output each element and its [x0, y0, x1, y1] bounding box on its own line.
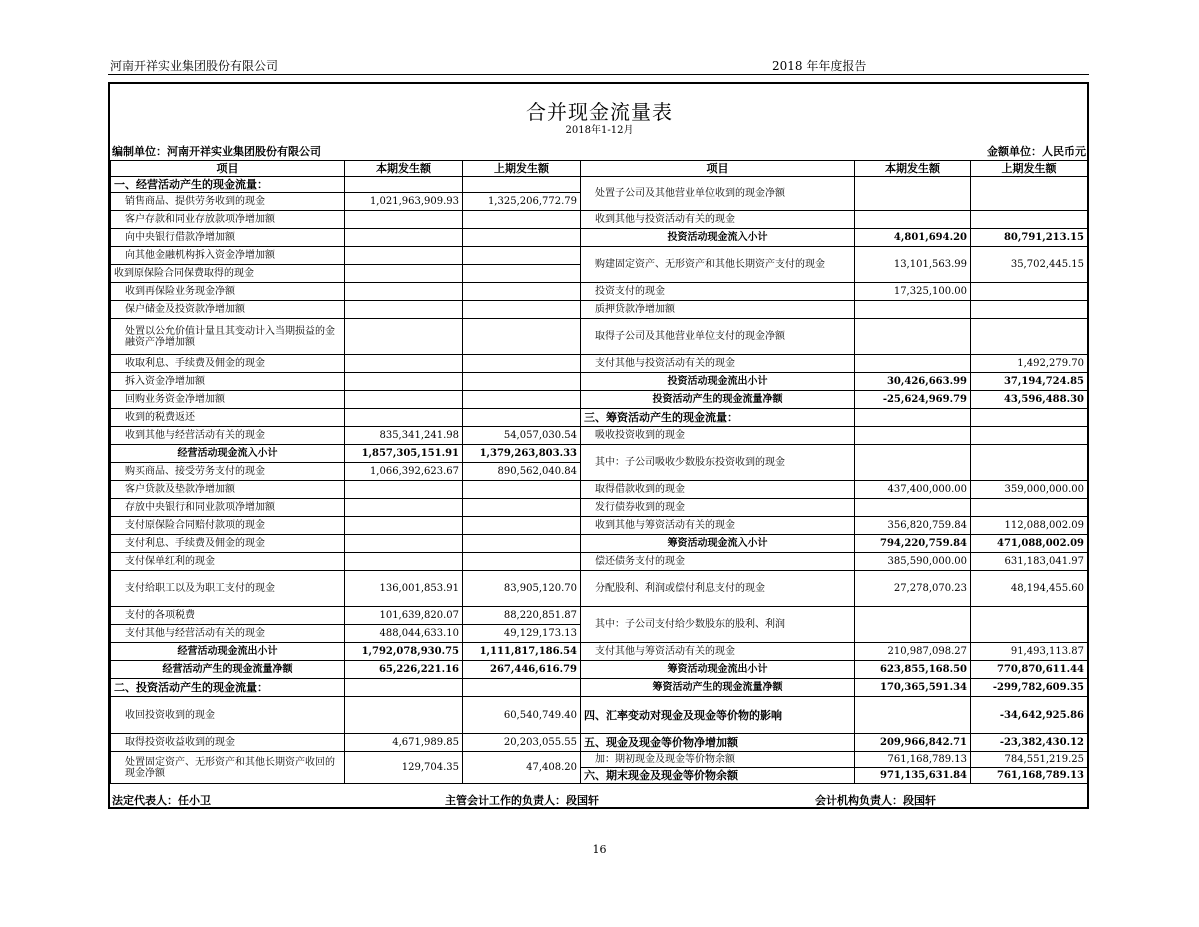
row-prior: 80,791,213.15 — [971, 229, 1088, 247]
row-label: 向其他金融机构拆入资金净增加额 — [111, 247, 345, 265]
row-current — [345, 499, 463, 517]
row-prior: 37,194,724.85 — [971, 373, 1088, 391]
table-row — [111, 697, 1088, 734]
table-row — [111, 301, 1088, 319]
row-label: 收取利息、手续费及佣金的现金 — [111, 355, 345, 373]
row-prior: 60,540,749.40 — [463, 697, 581, 734]
row-prior — [971, 283, 1088, 301]
row-label: 支付其他与经营活动有关的现金 — [111, 625, 345, 643]
row-prior — [971, 427, 1088, 445]
row-prior — [463, 373, 581, 391]
row-label: 投资支付的现金 — [581, 283, 855, 301]
row-current: 4,671,989.85 — [345, 734, 463, 752]
row-prior — [971, 177, 1088, 211]
row-prior — [463, 481, 581, 499]
row-prior — [971, 409, 1088, 427]
row-label: 发行债券收到的现金 — [581, 499, 855, 517]
row-prior — [463, 517, 581, 535]
row-label: 经营活动产生的现金流量净额 — [111, 661, 345, 679]
row-current — [345, 391, 463, 409]
row-current: 136,001,853.91 — [345, 571, 463, 607]
row-current — [855, 177, 971, 211]
row-label: 支付原保险合同赔付款项的现金 — [111, 517, 345, 535]
row-label: 处置固定资产、无形资产和其他长期资产收回的现金净额 — [111, 752, 345, 784]
signature-legal-rep: 法定代表人：任小卫 — [112, 794, 211, 807]
row-prior — [463, 391, 581, 409]
row-current: 794,220,759.84 — [855, 535, 971, 553]
row-current: 30,426,663.99 — [855, 373, 971, 391]
row-prior — [971, 607, 1088, 643]
row-label: 取得子公司及其他营业单位支付的现金净额 — [581, 319, 855, 355]
row-prior: 471,088,002.09 — [971, 535, 1088, 553]
row-current — [345, 679, 463, 697]
row-current — [345, 355, 463, 373]
col-header-current: 本期发生额 — [345, 161, 463, 177]
row-current: 101,639,820.07 — [345, 607, 463, 625]
table-row — [111, 643, 1088, 661]
row-current — [345, 553, 463, 571]
row-prior: 112,088,002.09 — [971, 517, 1088, 535]
row-current — [345, 229, 463, 247]
row-prior: 1,325,206,772.79 — [463, 193, 581, 211]
row-current — [855, 409, 971, 427]
row-current: 170,365,591.34 — [855, 679, 971, 697]
row-prior: 890,562,040.84 — [463, 463, 581, 481]
row-label: 支付其他与筹资活动有关的现金 — [581, 643, 855, 661]
table-row — [111, 752, 1088, 768]
row-prior: 1,492,279.70 — [971, 355, 1088, 373]
col-header-current: 本期发生额 — [855, 161, 971, 177]
row-label: 销售商品、提供劳务收到的现金 — [111, 193, 345, 211]
table-row — [111, 283, 1088, 301]
signature-accounting-head: 主管会计工作的负责人：段国轩 — [445, 794, 599, 807]
row-current: 437,400,000.00 — [855, 481, 971, 499]
row-current: 835,341,241.98 — [345, 427, 463, 445]
table-row — [111, 177, 1088, 193]
row-current — [345, 177, 463, 193]
row-prior — [971, 445, 1088, 481]
row-current: 4,801,694.20 — [855, 229, 971, 247]
row-prior — [463, 265, 581, 283]
row-prior: 54,057,030.54 — [463, 427, 581, 445]
row-label: 处置以公允价值计量且其变动计入当期损益的金融资产净增加额 — [111, 319, 345, 355]
table-row — [111, 481, 1088, 499]
row-label: 支付给职工以及为职工支付的现金 — [111, 571, 345, 607]
cash-flow-table — [110, 160, 1088, 784]
row-prior: -299,782,609.35 — [971, 679, 1088, 697]
row-prior — [971, 499, 1088, 517]
row-prior — [971, 319, 1088, 355]
table-row — [111, 535, 1088, 553]
row-label: 支付保单红利的现金 — [111, 553, 345, 571]
table-row — [111, 499, 1088, 517]
row-prior: 88,220,851.87 — [463, 607, 581, 625]
row-label: 取得投资收益收到的现金 — [111, 734, 345, 752]
row-current: 1,792,078,930.75 — [345, 643, 463, 661]
row-label: 向中央银行借款净增加额 — [111, 229, 345, 247]
page-title: 合并现金流量表 — [526, 100, 673, 124]
table-row — [111, 517, 1088, 535]
row-current: 356,820,759.84 — [855, 517, 971, 535]
row-label: 二、投资活动产生的现金流量： — [111, 679, 345, 697]
row-label: 四、汇率变动对现金及现金等价物的影响 — [581, 697, 855, 734]
row-prior: 48,194,455.60 — [971, 571, 1088, 607]
row-label: 客户存款和同业存放款项净增加额 — [111, 211, 345, 229]
row-current — [345, 247, 463, 265]
prepared-by: 编制单位：河南开祥实业集团股份有限公司 — [112, 145, 321, 158]
row-prior — [463, 301, 581, 319]
report-period: 2018年1-12月 — [565, 125, 634, 136]
row-current — [345, 283, 463, 301]
row-current — [345, 301, 463, 319]
col-header-prior: 上期发生额 — [971, 161, 1088, 177]
row-label: 支付其他与投资活动有关的现金 — [581, 355, 855, 373]
row-prior: 784,551,219.25 — [971, 752, 1088, 768]
row-prior — [463, 319, 581, 355]
row-current — [345, 319, 463, 355]
row-label: 分配股利、利润或偿付利息支付的现金 — [581, 571, 855, 607]
row-prior: 631,183,041.97 — [971, 553, 1088, 571]
page-number: 16 — [592, 843, 607, 856]
row-label: 收回投资收到的现金 — [111, 697, 345, 734]
table-row — [111, 445, 1088, 463]
row-prior: 770,870,611.44 — [971, 661, 1088, 679]
row-current: 13,101,563.99 — [855, 247, 971, 283]
row-prior: 1,379,263,803.33 — [463, 445, 581, 463]
row-label: 投资活动现金流出小计 — [581, 373, 855, 391]
table-row — [111, 247, 1088, 265]
row-label: 收到其他与经营活动有关的现金 — [111, 427, 345, 445]
row-prior — [463, 177, 581, 193]
table-row — [111, 229, 1088, 247]
row-label: 筹资活动现金流出小计 — [581, 661, 855, 679]
row-current — [855, 301, 971, 319]
table-row — [111, 734, 1088, 752]
row-prior — [463, 535, 581, 553]
currency-unit: 金额单位：人民币元 — [987, 145, 1086, 158]
row-label: 取得借款收到的现金 — [581, 481, 855, 499]
header-company: 河南开祥实业集团股份有限公司 — [110, 59, 279, 73]
table-header-row — [111, 161, 1088, 177]
row-current — [345, 517, 463, 535]
row-label: 投资活动现金流入小计 — [581, 229, 855, 247]
table-row — [111, 409, 1088, 427]
table-row — [111, 679, 1088, 697]
row-prior: 1,111,817,186.54 — [463, 643, 581, 661]
table-row — [111, 607, 1088, 625]
row-label: 六、期末现金及现金等价物余额 — [581, 768, 855, 784]
row-current — [855, 211, 971, 229]
row-current — [855, 499, 971, 517]
row-prior — [463, 553, 581, 571]
col-header-prior: 上期发生额 — [463, 161, 581, 177]
row-prior: -34,642,925.86 — [971, 697, 1088, 734]
row-label: 拆入资金净增加额 — [111, 373, 345, 391]
row-label: 支付的各项税费 — [111, 607, 345, 625]
row-prior: 91,493,113.87 — [971, 643, 1088, 661]
signature-dept-head: 会计机构负责人：段国轩 — [815, 794, 936, 807]
row-current — [345, 697, 463, 734]
row-prior — [463, 229, 581, 247]
row-label: 回购业务资金净增加额 — [111, 391, 345, 409]
row-prior — [971, 301, 1088, 319]
table-row — [111, 373, 1088, 391]
row-current — [345, 481, 463, 499]
row-label: 三、筹资活动产生的现金流量： — [581, 409, 855, 427]
row-prior: 47,408.20 — [463, 752, 581, 784]
row-current — [855, 607, 971, 643]
row-label: 其中：子公司支付给少数股东的股利、利润 — [581, 607, 855, 643]
row-label: 客户贷款及垫款净增加额 — [111, 481, 345, 499]
header-rule — [108, 74, 1089, 75]
row-prior — [463, 283, 581, 301]
row-label: 一、经营活动产生的现金流量： — [111, 177, 345, 193]
row-label: 收到再保险业务现金净额 — [111, 283, 345, 301]
row-label: 支付利息、手续费及佣金的现金 — [111, 535, 345, 553]
row-label: 处置子公司及其他营业单位收到的现金净额 — [581, 177, 855, 211]
row-current: -25,624,969.79 — [855, 391, 971, 409]
row-label: 筹资活动现金流入小计 — [581, 535, 855, 553]
row-prior: 49,129,173.13 — [463, 625, 581, 643]
row-current: 385,590,000.00 — [855, 553, 971, 571]
row-label: 存放中央银行和同业款项净增加额 — [111, 499, 345, 517]
row-current — [855, 697, 971, 734]
row-prior — [463, 679, 581, 697]
row-current — [855, 319, 971, 355]
row-current — [345, 265, 463, 283]
row-label: 质押贷款净增加额 — [581, 301, 855, 319]
row-label: 收到其他与投资活动有关的现金 — [581, 211, 855, 229]
row-label: 五、现金及现金等价物净增加额 — [581, 734, 855, 752]
row-current: 27,278,070.23 — [855, 571, 971, 607]
row-prior — [463, 355, 581, 373]
row-label: 筹资活动产生的现金流量净额 — [581, 679, 855, 697]
table-row — [111, 211, 1088, 229]
row-current: 623,855,168.50 — [855, 661, 971, 679]
row-current: 1,021,963,909.93 — [345, 193, 463, 211]
row-current: 129,704.35 — [345, 752, 463, 784]
row-current — [345, 409, 463, 427]
row-prior — [463, 409, 581, 427]
row-current: 488,044,633.10 — [345, 625, 463, 643]
row-current — [345, 373, 463, 391]
row-label: 收到原保险合同保费取得的现金 — [111, 265, 345, 283]
row-prior: 35,702,445.15 — [971, 247, 1088, 283]
row-prior: 83,905,120.70 — [463, 571, 581, 607]
row-prior — [463, 499, 581, 517]
row-current — [855, 445, 971, 481]
col-header-item: 项目 — [111, 161, 345, 177]
row-label: 加：期初现金及现金等价物余额 — [581, 752, 855, 768]
row-label: 保户储金及投资款净增加额 — [111, 301, 345, 319]
row-prior — [463, 247, 581, 265]
row-prior — [463, 211, 581, 229]
table-row — [111, 427, 1088, 445]
row-prior — [971, 211, 1088, 229]
table-row — [111, 553, 1088, 571]
row-label: 收到其他与筹资活动有关的现金 — [581, 517, 855, 535]
table-row — [111, 571, 1088, 607]
row-prior: 359,000,000.00 — [971, 481, 1088, 499]
table-row — [111, 391, 1088, 409]
row-label: 经营活动现金流入小计 — [111, 445, 345, 463]
table-row — [111, 319, 1088, 355]
row-current — [855, 427, 971, 445]
table-row — [111, 355, 1088, 373]
row-current: 1,066,392,623.67 — [345, 463, 463, 481]
col-header-item: 项目 — [581, 161, 855, 177]
header-report: 2018 年年度报告 — [772, 59, 867, 73]
row-label: 吸收投资收到的现金 — [581, 427, 855, 445]
row-label: 经营活动现金流出小计 — [111, 643, 345, 661]
row-current — [855, 355, 971, 373]
row-current: 971,135,631.84 — [855, 768, 971, 784]
row-label: 其中：子公司吸收少数股东投资收到的现金 — [581, 445, 855, 481]
row-current — [345, 535, 463, 553]
row-current: 210,987,098.27 — [855, 643, 971, 661]
row-label: 收到的税费返还 — [111, 409, 345, 427]
row-prior: 20,203,055.55 — [463, 734, 581, 752]
row-current: 1,857,305,151.91 — [345, 445, 463, 463]
row-label: 偿还债务支付的现金 — [581, 553, 855, 571]
row-prior: -23,382,430.12 — [971, 734, 1088, 752]
row-current: 761,168,789.13 — [855, 752, 971, 768]
row-current — [345, 211, 463, 229]
row-label: 投资活动产生的现金流量净额 — [581, 391, 855, 409]
table-row — [111, 661, 1088, 679]
row-label: 购建固定资产、无形资产和其他长期资产支付的现金 — [581, 247, 855, 283]
row-current: 17,325,100.00 — [855, 283, 971, 301]
row-label: 购买商品、接受劳务支付的现金 — [111, 463, 345, 481]
row-current: 209,966,842.71 — [855, 734, 971, 752]
row-prior: 43,596,488.30 — [971, 391, 1088, 409]
row-prior: 761,168,789.13 — [971, 768, 1088, 784]
row-current: 65,226,221.16 — [345, 661, 463, 679]
row-prior: 267,446,616.79 — [463, 661, 581, 679]
